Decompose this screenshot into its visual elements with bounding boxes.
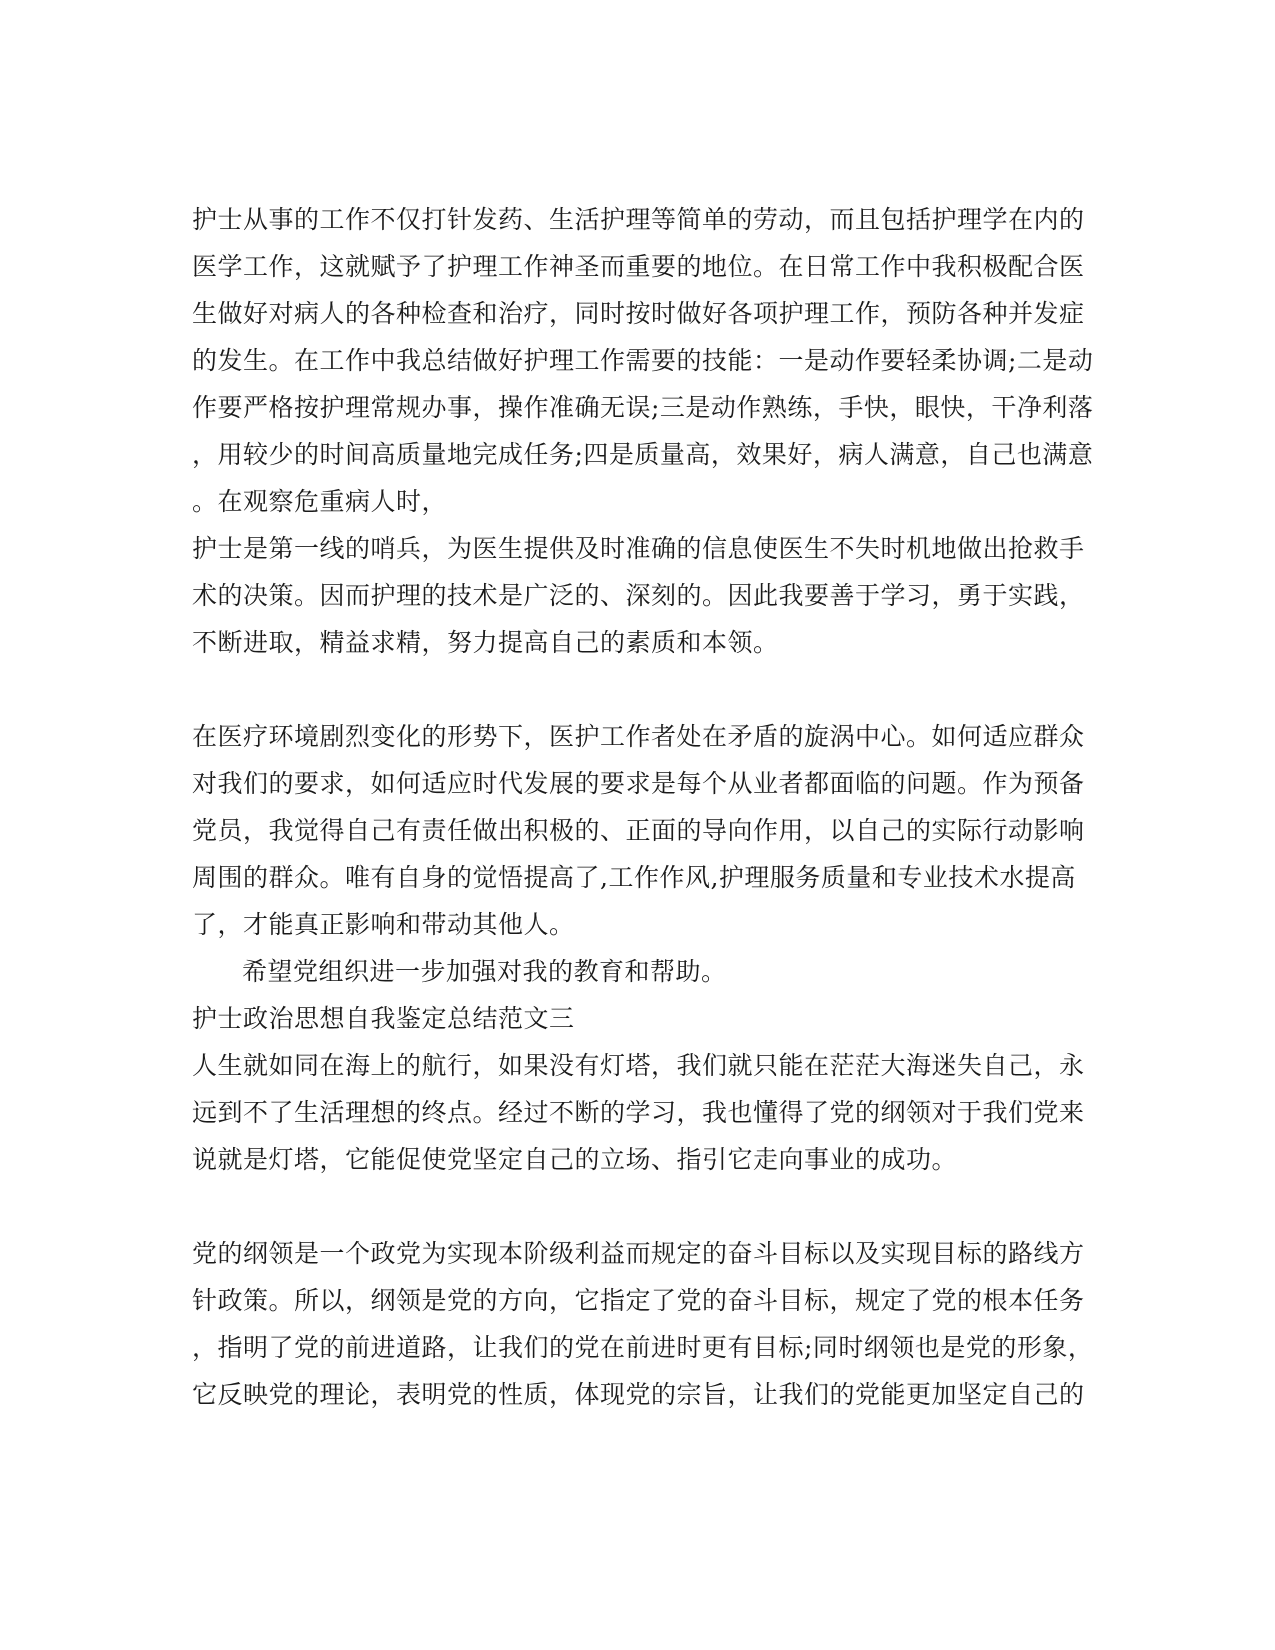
text-line: ，指明了党的前进道路，让我们的党在前进时更有目标;同时纲领也是党的形象，	[192, 1333, 1094, 1362]
text-line: 护士从事的工作不仅打针发药、生活护理等简单的劳动，而且包括护理学在内的	[192, 205, 1085, 234]
text-line: 说就是灯塔，它能促使党坚定自己的立场、指引它走向事业的成功。	[192, 1145, 958, 1174]
section-heading: 护士政治思想自我鉴定总结范文三	[192, 1004, 575, 1033]
text-line: ，用较少的时间高质量地完成任务;四是质量高，效果好，病人满意，自己也满意	[192, 440, 1094, 469]
text-line: 党员，我觉得自己有责任做出积极的、正面的导向作用，以自己的实际行动影响	[192, 816, 1085, 845]
text-line: 它反映党的理论，表明党的性质，体现党的宗旨，让我们的党能更加坚定自己的	[192, 1380, 1085, 1409]
text-line: 医学工作，这就赋予了护理工作神圣而重要的地位。在日常工作中我积极配合医	[192, 252, 1085, 281]
text-line: 不断进取，精益求精，努力提高自己的素质和本领。	[192, 628, 779, 657]
text-line: 对我们的要求，如何适应时代发展的要求是每个从业者都面临的问题。作为预备	[192, 769, 1085, 798]
text-line: 。在观察危重病人时，	[192, 487, 448, 516]
text-line: 了，才能真正影响和带动其他人。	[192, 910, 575, 939]
text-line: 在医疗环境剧烈变化的形势下，医护工作者处在矛盾的旋涡中心。如何适应群众	[192, 722, 1085, 751]
text-line: 党的纲领是一个政党为实现本阶级利益而规定的奋斗目标以及实现目标的路线方	[192, 1239, 1085, 1268]
text-line: 生做好对病人的各种检查和治疗，同时按时做好各项护理工作，预防各种并发症	[192, 299, 1085, 328]
text-line: 的发生。在工作中我总结做好护理工作需要的技能：一是动作要轻柔协调;二是动	[192, 346, 1094, 375]
text-line: 护士是第一线的哨兵，为医生提供及时准确的信息使医生不失时机地做出抢救手	[192, 534, 1085, 563]
text-line: 术的决策。因而护理的技术是广泛的、深刻的。因此我要善于学习，勇于实践，	[192, 581, 1085, 610]
text-line: 针政策。所以，纲领是党的方向，它指定了党的奋斗目标，规定了党的根本任务	[192, 1286, 1085, 1315]
text-line: 作要严格按护理常规办事，操作准确无误;三是动作熟练，手快，眼快，干净利落	[192, 393, 1094, 422]
text-line: 人生就如同在海上的航行，如果没有灯塔，我们就只能在茫茫大海迷失自己，永	[192, 1051, 1085, 1080]
text-line: 远到不了生活理想的终点。经过不断的学习，我也懂得了党的纲领对于我们党来	[192, 1098, 1085, 1127]
text-line: 周围的群众。唯有自身的觉悟提高了,工作作风,护理服务质量和专业技术水提高	[192, 863, 1076, 892]
text-line: 希望党组织进一步加强对我的教育和帮助。	[242, 957, 727, 986]
